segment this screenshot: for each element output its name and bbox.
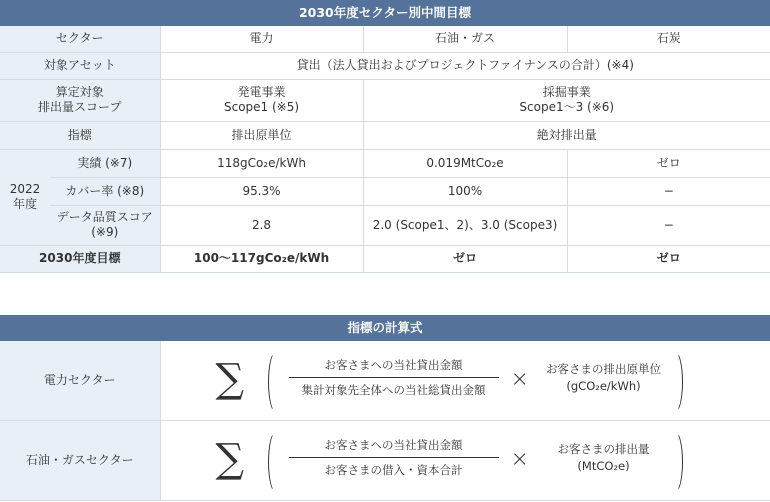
actual-power: 118gCo₂e/kWh — [160, 149, 363, 177]
multiplier-line2: (MtCO₂e) — [577, 458, 630, 473]
multiplier-line1: お客さまの排出原単位 — [546, 361, 661, 376]
scope-oil-gas-coal — [363, 79, 770, 121]
coverage-power: 95.3% — [160, 177, 363, 205]
coverage-coal: − — [567, 177, 770, 205]
formula-label-oil-gas: 石油・ガスセクター — [0, 420, 160, 500]
scope-row — [0, 79, 770, 121]
fraction-line — [289, 377, 499, 378]
scope-label-line1: 算定対象 — [55, 85, 104, 99]
quality-label — [50, 205, 160, 245]
multiplier-line2: (gCO₂e/kWh) — [566, 378, 641, 393]
scope-label — [0, 79, 160, 121]
asset-value: 貸出（法人貸出およびプロジェクトファイナンスの合計）(※4) — [160, 52, 770, 79]
table-row — [0, 205, 770, 245]
quality-label-line2: (※9) — [91, 225, 119, 239]
scope-label-line2: 排出量スコープ — [38, 100, 122, 114]
scope-power-line1: 発電事業 — [237, 85, 286, 99]
scope-power-line2: Scope1 (※5) — [223, 100, 300, 114]
formula-title: 指標の計算式 — [0, 315, 770, 341]
formula-power — [161, 341, 770, 420]
quality-oil: 2.0 (Scope1、2)、3.0 (Scope3) — [363, 205, 567, 245]
actual-coal: ゼロ — [567, 149, 770, 177]
scope-oil-line2: Scope1〜3 (※6) — [519, 100, 615, 114]
denominator: 集計対象先全体への当社総貸出金額 — [301, 382, 486, 397]
right-paren — [667, 351, 683, 413]
sector-coal: 石炭 — [567, 26, 770, 52]
table-row — [0, 177, 770, 205]
formula-label-power: 電力セクター — [0, 341, 160, 421]
coverage-label: カバー率 (※8) — [50, 177, 160, 205]
sigma-symbol: ∑ — [215, 355, 245, 402]
sector-row — [0, 26, 770, 52]
actual-label: 実績 (※7) — [50, 149, 160, 177]
formula-section — [0, 315, 770, 501]
scope-oil-line1: 採掘事業 — [542, 85, 591, 99]
formula-row-power — [0, 341, 770, 421]
formula-row-oil-gas — [0, 420, 770, 500]
right-paren — [667, 431, 683, 493]
times-symbol: × — [510, 366, 529, 392]
formula-oil-gas — [161, 421, 770, 500]
sector-power: 電力 — [160, 26, 363, 52]
multiplier-line1: お客さまの排出量 — [557, 441, 650, 456]
metric-power: 排出原単位 — [160, 121, 363, 149]
metric-row — [0, 121, 770, 149]
quality-power: 2.8 — [160, 205, 363, 245]
numerator: お客さまへの当社貸出金額 — [324, 437, 463, 452]
year-label-line1: 2022 — [9, 182, 41, 196]
fraction-line — [289, 457, 499, 458]
scope-power — [160, 79, 363, 121]
formula-table — [0, 341, 770, 501]
target-power: 100〜117gCo₂e/kWh — [160, 245, 363, 272]
numerator: お客さまへの当社貸出金額 — [324, 357, 463, 372]
sector-oil-gas: 石油・ガス — [363, 26, 567, 52]
multiplier — [539, 361, 669, 395]
year-label — [0, 149, 50, 245]
sigma-symbol: ∑ — [215, 435, 245, 482]
times-symbol: × — [510, 446, 529, 472]
actual-oil: 0.019MtCo₂e — [363, 149, 567, 177]
asset-label: 対象アセット — [0, 52, 160, 79]
fraction — [289, 355, 499, 400]
quality-coal: − — [567, 205, 770, 245]
sector-targets-title: 2030年度セクター別中間目標 — [0, 0, 770, 26]
left-paren — [268, 351, 284, 413]
target-label: 2030年度目標 — [0, 245, 160, 272]
target-coal: ゼロ — [567, 245, 770, 272]
table-row — [0, 149, 770, 177]
year-label-line2: 年度 — [12, 197, 37, 211]
target-oil: ゼロ — [363, 245, 567, 272]
coverage-oil: 100% — [363, 177, 567, 205]
left-paren — [268, 431, 284, 493]
target-row — [0, 245, 770, 272]
asset-row — [0, 52, 770, 79]
denominator: お客さまの借入・資本合計 — [324, 462, 463, 477]
fraction — [289, 435, 499, 480]
quality-label-line1: データ品質スコア — [56, 210, 153, 224]
multiplier — [539, 441, 669, 475]
metric-label: 指標 — [0, 121, 160, 149]
metric-other: 絶対排出量 — [363, 121, 770, 149]
sector-label: セクター — [0, 26, 160, 52]
sector-targets-table — [0, 26, 770, 273]
